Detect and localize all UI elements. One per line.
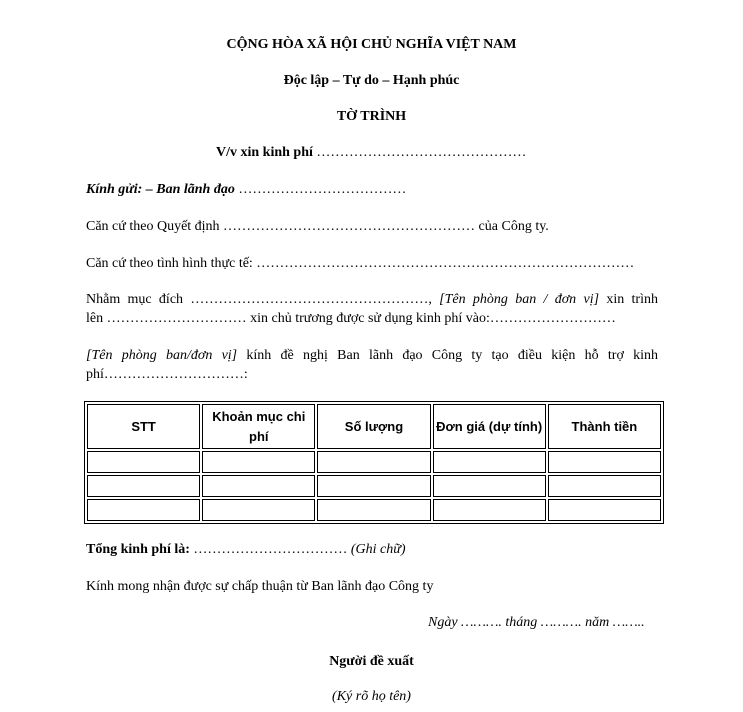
table-cell xyxy=(317,451,430,473)
purpose-suffix: xin trình xyxy=(599,292,658,307)
column-header-quantity: Số lượng xyxy=(317,404,430,449)
column-header-cost-item: Khoản mục chi phí xyxy=(202,404,315,449)
table-cell xyxy=(548,451,661,473)
table-cell xyxy=(202,451,315,473)
subject-label: V/v xin kinh phí xyxy=(216,145,313,160)
request-text: kính đề nghị Ban lãnh đạo Công ty tạo điều kiện hỗ trợ kinh xyxy=(237,348,658,363)
table-cell xyxy=(87,499,200,521)
recipient-label: Kính gửi: – Ban lãnh đạo xyxy=(86,182,235,197)
table-cell xyxy=(433,475,546,497)
table-header-row xyxy=(87,404,661,449)
table-row xyxy=(87,475,661,497)
table-cell xyxy=(317,499,430,521)
motto: Độc lập – Tự do – Hạnh phúc xyxy=(283,73,460,88)
table-cell xyxy=(87,451,200,473)
table-cell xyxy=(548,475,661,497)
purpose-line-1 xyxy=(86,291,658,309)
date-line: Ngày ………. tháng ………. năm …….. xyxy=(428,615,645,630)
table-row xyxy=(87,451,661,473)
table-row xyxy=(87,499,661,521)
purpose-department: [Tên phòng ban / đơn vị] xyxy=(439,292,600,307)
national-title: CỘNG HÒA XÃ HỘI CHỦ NGHĨA VIỆT NAM xyxy=(226,37,517,52)
subject-dots: ……………………………………… xyxy=(316,145,527,160)
request-line-2: phí…………………………: xyxy=(86,367,248,382)
table-cell xyxy=(433,451,546,473)
basis-decision: Căn cứ theo Quyết định ……………………………………………… của Công ty. xyxy=(86,219,549,234)
table-cell xyxy=(87,475,200,497)
purpose-prefix: Nhằm mục đích ……………………………………………, xyxy=(86,292,440,307)
table-cell xyxy=(202,475,315,497)
total-line xyxy=(86,541,406,559)
recipient-line xyxy=(86,181,406,199)
request-department: [Tên phòng ban/đơn vị] xyxy=(86,348,238,363)
purpose-line-2: lên ………………………… xin chủ trương được sử dụng kinh phí vào:……………………… xyxy=(86,311,616,326)
total-dots: …………………………… xyxy=(189,542,351,557)
column-header-unit-price: Đơn giá (dự tính) xyxy=(433,404,546,449)
table-cell xyxy=(433,499,546,521)
request-line-1 xyxy=(86,347,658,365)
column-header-amount: Thành tiền xyxy=(548,404,661,449)
subject-line xyxy=(216,144,526,162)
signer-title: Người đề xuất xyxy=(329,654,414,669)
cost-table xyxy=(84,401,664,524)
total-label: Tổng kinh phí là: xyxy=(86,542,190,557)
basis-actual: Căn cứ theo tình hình thực tế: ……………………………………………………………………… xyxy=(86,256,635,271)
total-note: (Ghi chữ) xyxy=(350,542,406,557)
table-cell xyxy=(548,499,661,521)
signature-note: (Ký rõ họ tên) xyxy=(332,689,411,704)
closing-text: Kính mong nhận được sự chấp thuận từ Ban lãnh đạo Công ty xyxy=(86,579,434,594)
table-cell xyxy=(317,475,430,497)
table-cell xyxy=(202,499,315,521)
recipient-dots: ……………………………… xyxy=(238,182,407,197)
document-title: TỜ TRÌNH xyxy=(336,109,407,124)
column-header-stt: STT xyxy=(87,404,200,449)
